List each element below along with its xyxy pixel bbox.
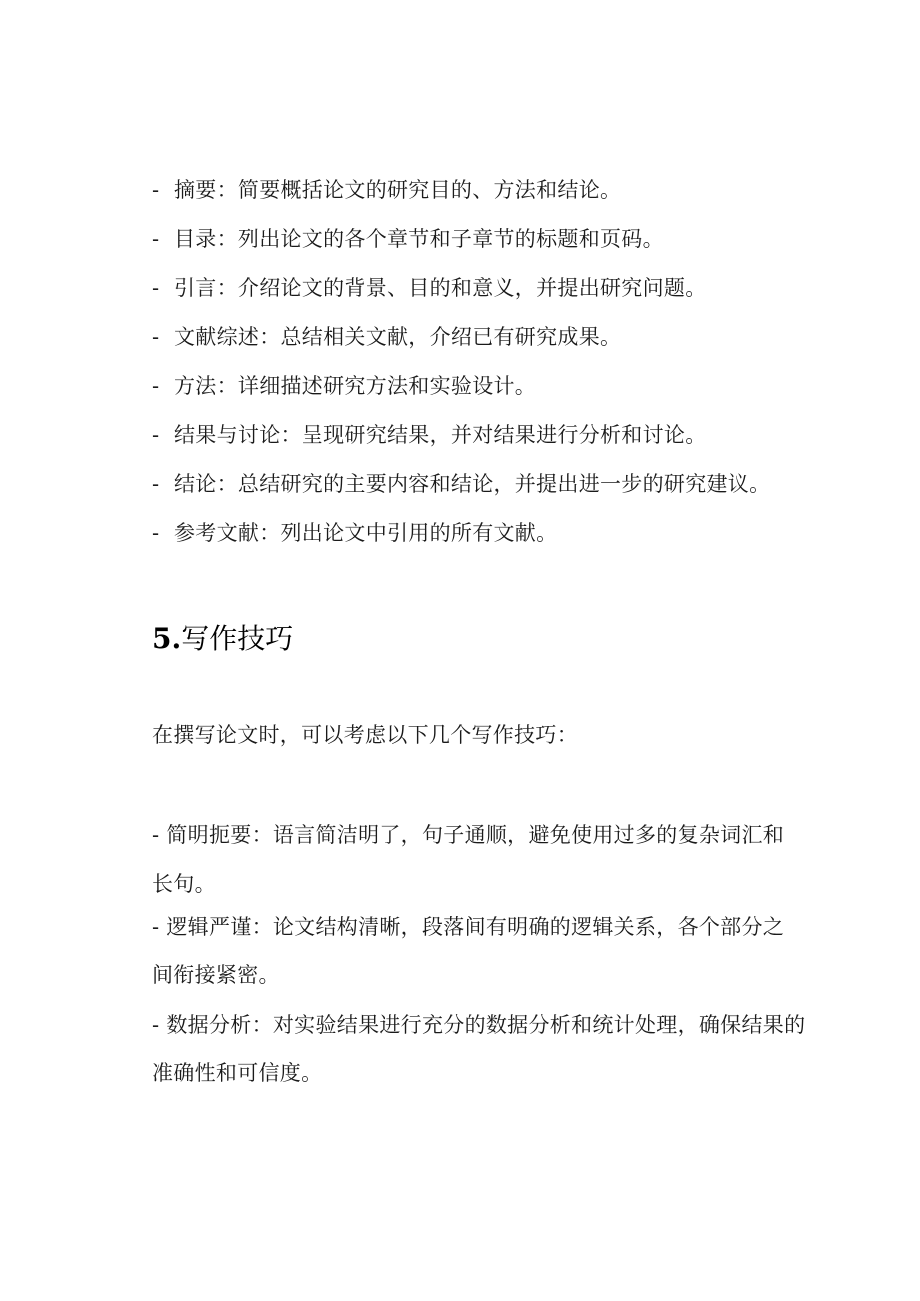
- item-text: ：简要概括论文的研究目的、方法和结论。: [216, 178, 622, 202]
- outline-item-introduction: [152, 276, 707, 300]
- tip-data-analysis-line1: - 数据分析：对实验结果进行充分的数据分析和统计处理，确保结果的: [152, 1013, 806, 1037]
- list-dash: -: [152, 374, 160, 398]
- item-text: ：总结研究的主要内容和结论，并提出进一步的研究建议。: [216, 472, 771, 496]
- list-dash: -: [152, 178, 160, 202]
- outline-item-methods: [152, 374, 536, 398]
- item-label: 参考文献: [174, 521, 260, 545]
- item-text: ：介绍论文的背景、目的和意义，并提出研究问题。: [216, 276, 707, 300]
- item-text: ：详细描述研究方法和实验设计。: [216, 374, 537, 398]
- tip-logic-line2: 间衔接紧密。: [152, 963, 280, 987]
- list-dash: -: [152, 423, 160, 447]
- item-label: 引言: [174, 276, 217, 300]
- list-dash: -: [152, 325, 160, 349]
- section-intro: 在撰写论文时，可以考虑以下几个写作技巧：: [152, 723, 578, 747]
- outline-item-references: [152, 521, 557, 545]
- tip-data-analysis-line2: 准确性和可信度。: [152, 1061, 323, 1085]
- item-text: ：列出论文中引用的所有文献。: [259, 521, 558, 545]
- item-label: 结论: [174, 472, 217, 496]
- outline-item-literature-review: [152, 325, 621, 349]
- item-label: 方法: [174, 374, 217, 398]
- outline-item-toc: [152, 227, 664, 251]
- item-label: 摘要: [174, 178, 217, 202]
- item-text: ：总结相关文献，介绍已有研究成果。: [259, 325, 622, 349]
- list-dash: -: [152, 521, 160, 545]
- list-dash: -: [152, 276, 160, 300]
- outline-item-results-discussion: [152, 423, 707, 447]
- outline-item-abstract: [152, 178, 621, 202]
- item-label: 目录: [174, 227, 217, 251]
- list-dash: -: [152, 227, 160, 251]
- tip-concise-line1: - 简明扼要：语言简洁明了，句子通顺，避免使用过多的复杂词汇和: [152, 823, 785, 847]
- tip-concise-line2: 长句。: [152, 872, 216, 896]
- item-label: 结果与讨论: [174, 423, 281, 447]
- outline-item-conclusion: [152, 472, 770, 496]
- item-text: ：列出论文的各个章节和子章节的标题和页码。: [216, 227, 664, 251]
- list-dash: -: [152, 472, 160, 496]
- tip-logic-line1: - 逻辑严谨：论文结构清晰，段落间有明确的逻辑关系，各个部分之: [152, 915, 785, 939]
- item-label: 文献综述: [174, 325, 260, 349]
- section-number: 5.: [152, 622, 182, 655]
- section-heading: [152, 622, 293, 656]
- section-title: 写作技巧: [181, 622, 294, 655]
- item-text: ：呈现研究结果，并对结果进行分析和讨论。: [280, 423, 707, 447]
